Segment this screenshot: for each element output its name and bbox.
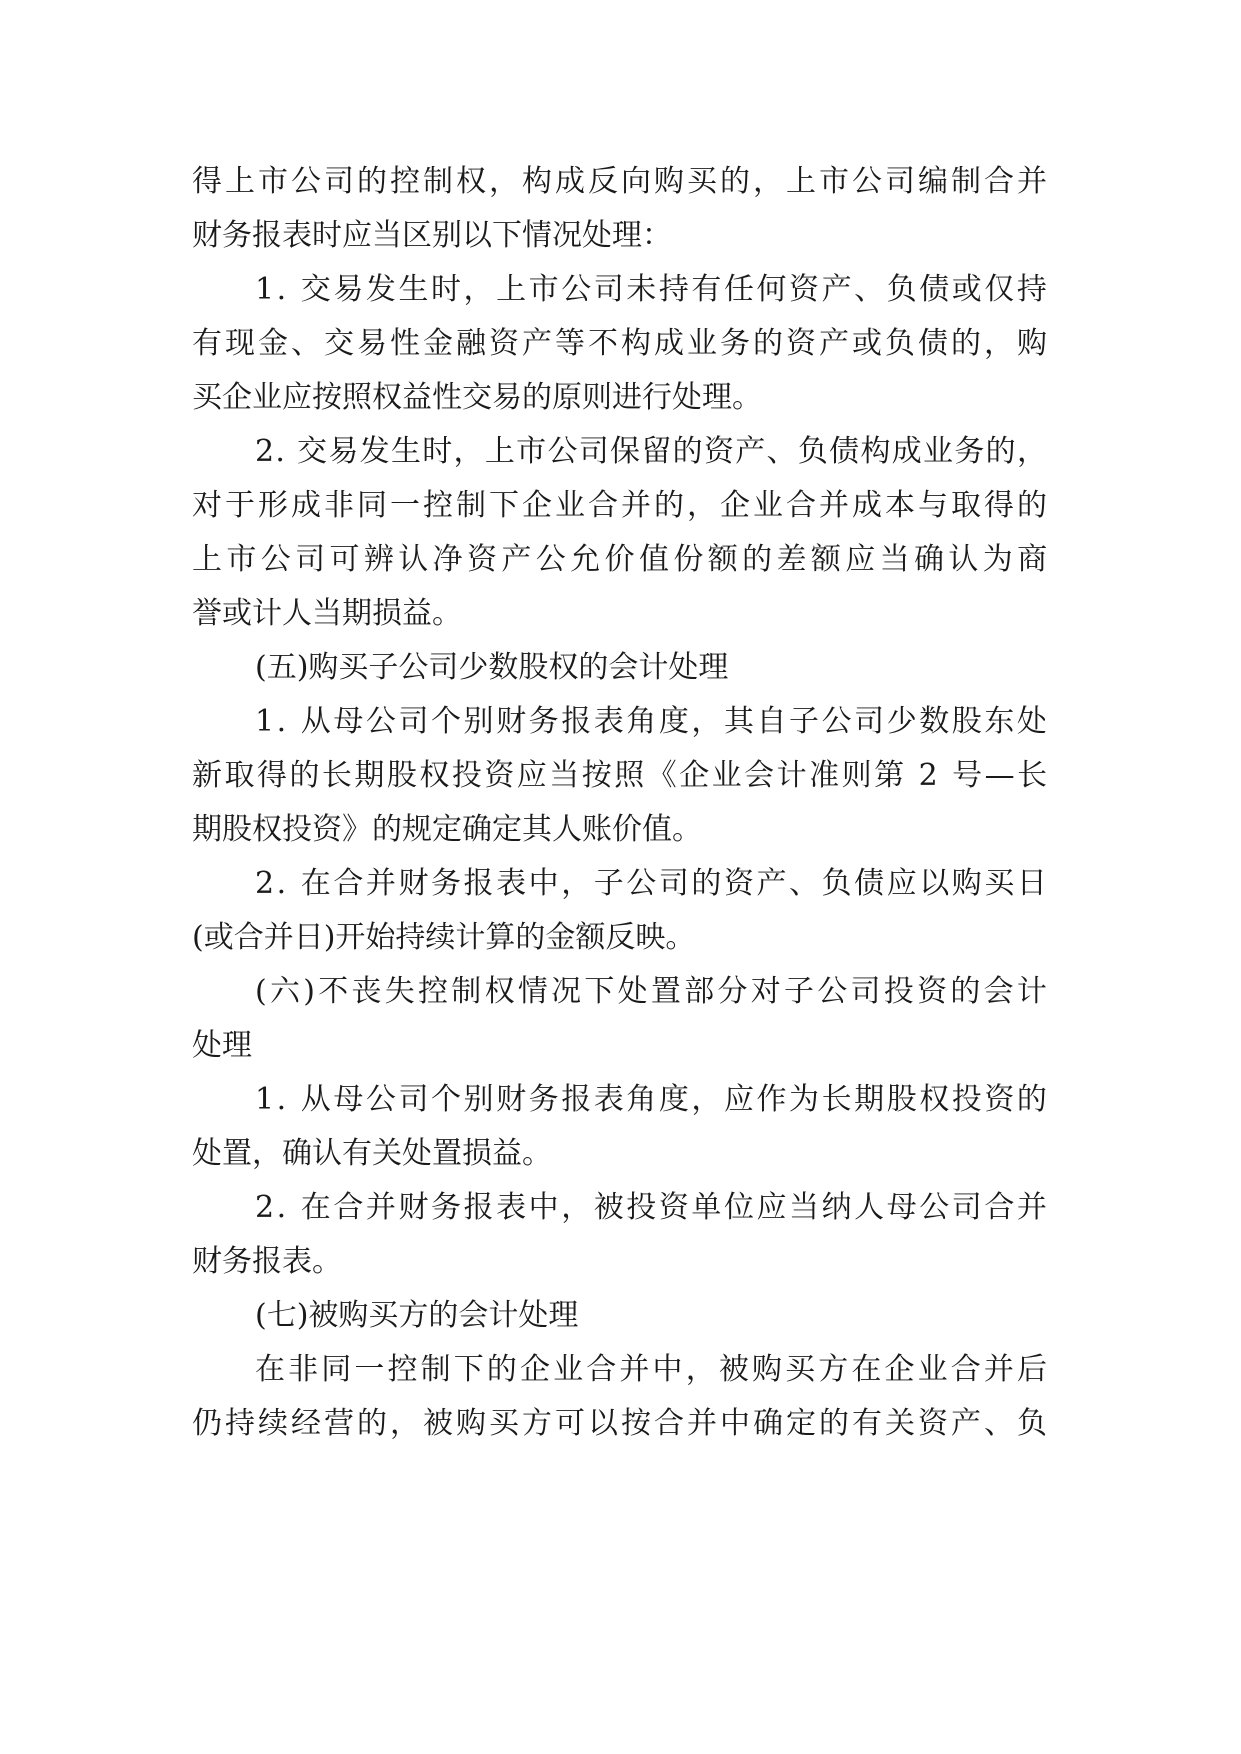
paragraph-line: 仍持续经营的，被购买方可以按合并中确定的有关资产、负: [192, 1406, 1050, 1441]
paragraph-line: 对于形成非同一控制下企业合并的，企业合并成本与取得的: [192, 488, 1050, 523]
paragraph-line: 新取得的长期股权投资应当按照《企业会计准则第 2 号—长: [192, 758, 1050, 793]
paragraph-line: 1. 从母公司个别财务报表角度，其自子公司少数股东处: [255, 704, 1050, 739]
paragraph-line: 誉或计人当期损益。: [192, 596, 462, 631]
section-heading: (五)购买子公司少数股权的会计处理: [255, 650, 729, 685]
paragraph-line: 2. 交易发生时，上市公司保留的资产、负债构成业务的，: [255, 434, 1049, 469]
paragraph-line: 2. 在合并财务报表中，子公司的资产、负债应以购买日: [255, 866, 1050, 901]
section-heading: (六)不丧失控制权情况下处置部分对子公司投资的会计: [255, 974, 1051, 1009]
section-heading: 处理: [192, 1028, 252, 1063]
paragraph-line: 财务报表时应当区别以下情况处理：: [192, 218, 672, 253]
paragraph-line: 处置，确认有关处置损益。: [192, 1136, 552, 1171]
paragraph-line: 期股权投资》的规定确定其人账价值。: [192, 812, 702, 847]
paragraph-line: 上市公司可辨认净资产公允价值份额的差额应当确认为商: [192, 542, 1052, 577]
paragraph-line: 2. 在合并财务报表中，被投资单位应当纳人母公司合并: [255, 1190, 1050, 1225]
paragraph-line: 买企业应按照权益性交易的原则进行处理。: [192, 380, 762, 415]
section-heading: (七)被购买方的会计处理: [255, 1298, 579, 1333]
paragraph-line: (或合并日)开始持续计算的金额反映。: [192, 920, 696, 955]
paragraph-line: 在非同一控制下的企业合并中，被购买方在企业合并后: [255, 1352, 1051, 1387]
paragraph-line: 1. 从母公司个别财务报表角度，应作为长期股权投资的: [255, 1082, 1050, 1117]
paragraph-line: 财务报表。: [192, 1244, 342, 1279]
paragraph-line: 1. 交易发生时，上市公司未持有任何资产、负债或仅持: [255, 272, 1050, 307]
paragraph-line: 得上市公司的控制权，构成反向购买的，上市公司编制合并: [192, 164, 1050, 199]
paragraph-line: 有现金、交易性金融资产等不构成业务的资产或负债的，购: [192, 326, 1050, 361]
